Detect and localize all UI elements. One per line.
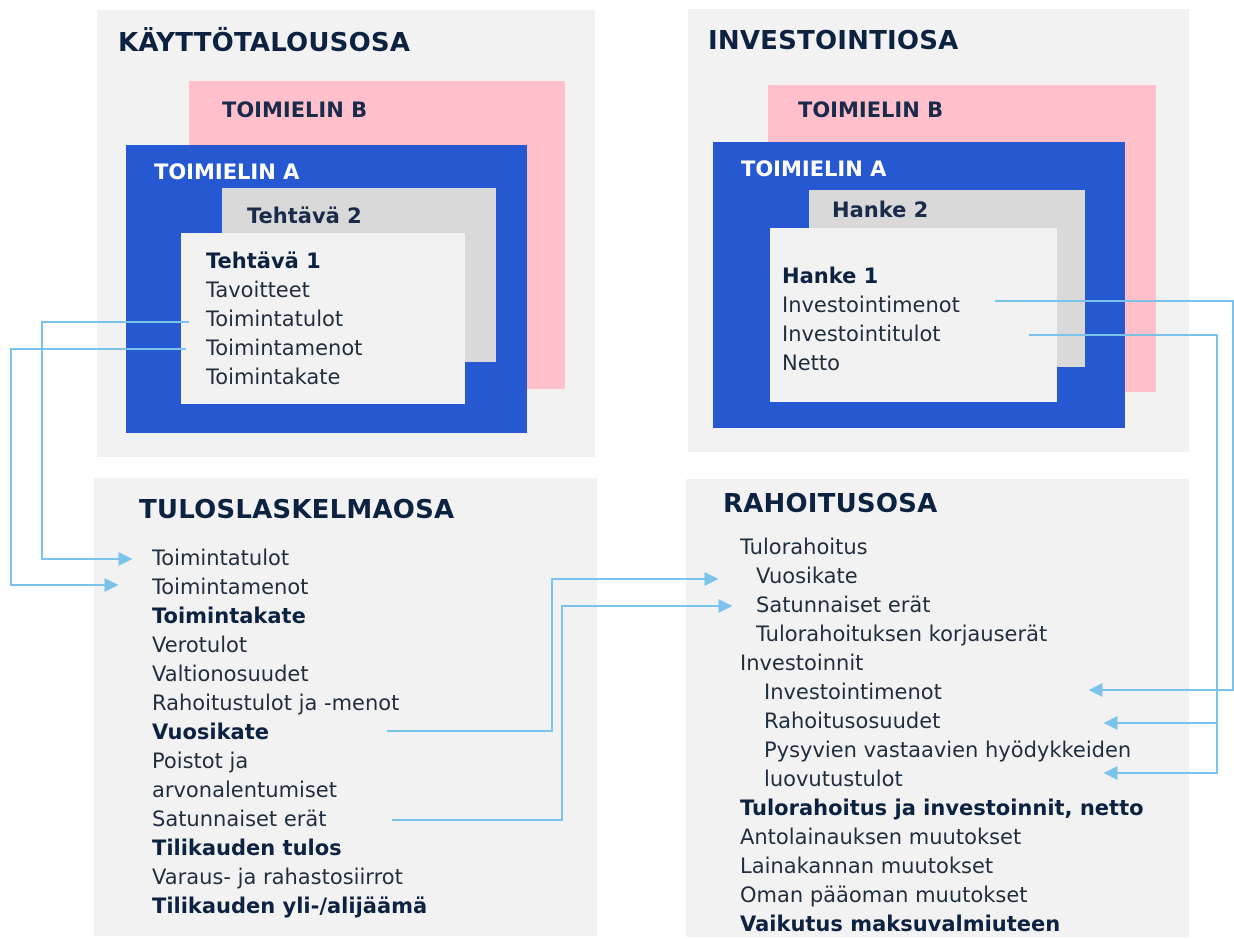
list-item: Tulorahoitus (740, 535, 868, 559)
list-item: Valtionosuudet (152, 662, 309, 686)
org-b-label-investment: TOIMIELIN B (798, 98, 944, 122)
income-statement-list (152, 544, 427, 921)
list-item: Satunnaiset erät (756, 593, 931, 617)
list-item: arvonalentumiset (152, 778, 337, 802)
operating-title: KÄYTTÖTALOUSOSA (118, 28, 411, 58)
project-1-list (782, 262, 960, 378)
financing-list (740, 533, 1144, 939)
list-item: luovutustulot (764, 767, 903, 791)
list-item: Rahoitusosuudet (764, 709, 941, 733)
list-item: Varaus- ja rahastosiirrot (152, 865, 403, 889)
project-2-label: Hanke 2 (832, 198, 929, 222)
list-item: Tilikauden tulos (152, 836, 342, 860)
list-item: Toimintatulot (152, 546, 290, 570)
investment-title: INVESTOINTIOSA (708, 26, 959, 56)
org-b-label-operating: TOIMIELIN B (222, 98, 368, 122)
task-1-list (206, 247, 362, 392)
list-item: Toimintakate (206, 365, 341, 389)
org-a-label-investment: TOIMIELIN A (741, 157, 887, 181)
income-statement-title: TULOSLASKELMAOSA (139, 495, 455, 525)
list-item: Toimintakate (152, 604, 306, 628)
list-item: Toimintamenot (206, 336, 363, 360)
list-item: Vuosikate (152, 720, 269, 744)
list-item: Rahoitustulot ja -menot (152, 691, 400, 715)
list-item: Tavoitteet (206, 278, 310, 302)
list-item: Antolainauksen muutokset (740, 825, 1022, 849)
list-item: Vaikutus maksuvalmiuteen (740, 912, 1061, 936)
list-item: Investointitulot (782, 322, 941, 346)
list-item: Lainakannan muutokset (740, 854, 994, 878)
financing-title: RAHOITUSOSA (723, 489, 938, 519)
list-item: Pysyvien vastaavien hyödykkeiden (764, 738, 1132, 762)
list-item: Investoinnit (740, 651, 864, 675)
list-item: Investointimenot (764, 680, 942, 704)
project-1-title: Hanke 1 (782, 264, 879, 288)
task-2-label: Tehtävä 2 (247, 204, 362, 228)
list-item: Toimintatulot (206, 307, 344, 331)
list-item: Vuosikate (756, 564, 858, 588)
list-item: Tulorahoitus ja investoinnit, netto (740, 796, 1144, 820)
list-item: Investointimenot (782, 293, 960, 317)
list-item: Toimintamenot (152, 575, 309, 599)
task-1-title: Tehtävä 1 (206, 249, 321, 273)
list-item: Oman pääoman muutokset (740, 883, 1028, 907)
list-item: Tilikauden yli-/alijäämä (152, 894, 428, 918)
list-item: Satunnaiset erät (152, 807, 327, 831)
list-item: Netto (782, 351, 840, 375)
list-item: Poistot ja (152, 749, 249, 773)
list-item: Verotulot (152, 633, 248, 657)
list-item: Tulorahoituksen korjauserät (756, 622, 1048, 646)
org-a-label-operating: TOIMIELIN A (154, 160, 300, 184)
